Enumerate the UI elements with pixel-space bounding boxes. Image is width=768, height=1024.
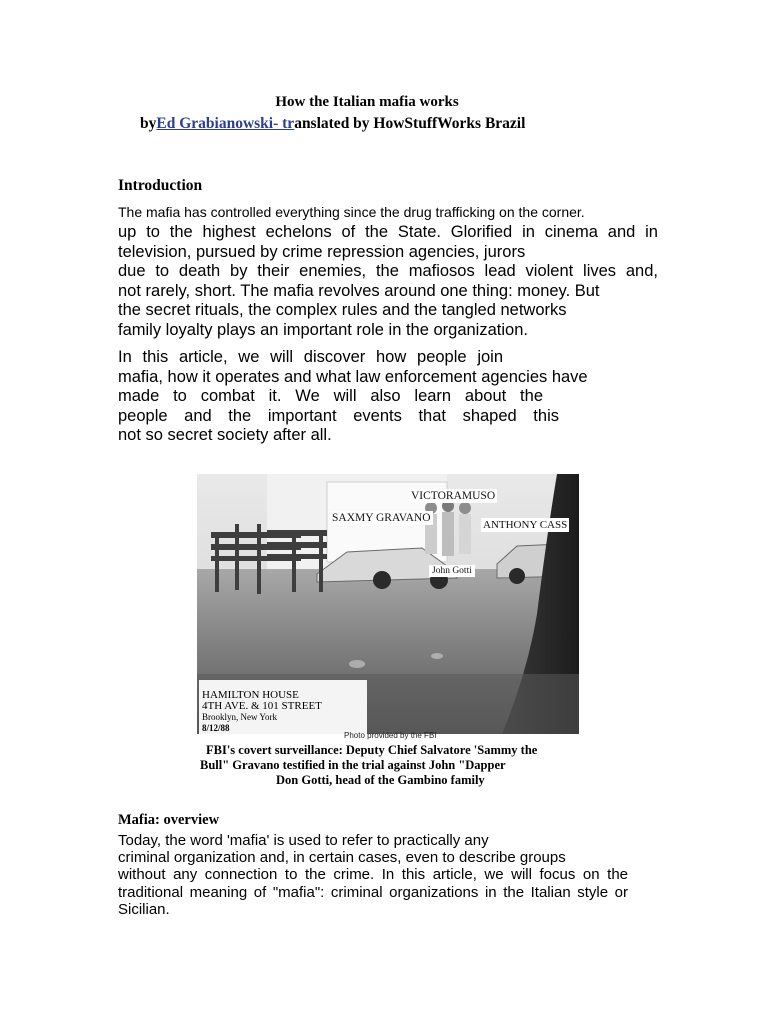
mafia-overview-paragraph bbox=[118, 832, 628, 918]
caption-line: FBI's covert surveillance: Deputy Chief Salvatore 'Sammy the bbox=[206, 743, 538, 757]
location-stamp bbox=[199, 680, 367, 734]
location-line-1: HAMILTON HOUSE bbox=[202, 689, 299, 701]
paragraph-line: traditional meaning of "mafia": criminal organizations in the Italian style or bbox=[118, 883, 628, 901]
label-sammy: SAXMY GRAVANO bbox=[332, 512, 431, 524]
article-title: How the Italian mafia works bbox=[275, 94, 459, 110]
caption-line: Don Gotti, head of the Gambino family bbox=[276, 773, 485, 787]
paragraph-line: people and the important events that shaped this bbox=[118, 406, 559, 425]
caption-line: Bull" Gravano testified in the trial against John "Dapper bbox=[200, 758, 506, 772]
paragraph-line: television, pursued by crime repression agencies, jurors bbox=[118, 242, 526, 261]
introduction-heading: Introduction bbox=[118, 177, 203, 194]
paragraph-line: made to combat it. We will also learn about the bbox=[118, 387, 543, 405]
paragraph-line: Today, the word 'mafia' is used to refer to practically any bbox=[118, 832, 489, 849]
author-link[interactable]: Ed Grabianowski- tr bbox=[156, 115, 295, 132]
mafia-overview-heading: Mafia: overview bbox=[118, 812, 220, 828]
paragraph-line: criminal organization and, in certain cases, even to describe groups bbox=[118, 849, 566, 867]
paragraph-line: without any connection to the crime. In this article, we will focus on the bbox=[118, 866, 628, 884]
paragraph-line: In this article, we will discover how people join bbox=[118, 348, 503, 366]
intro-first-line: The mafia has controlled everything since the drug trafficking on the corner. bbox=[118, 204, 585, 220]
paragraph-line: up to the highest echelons of the State. Glorified in cinema and in bbox=[118, 223, 658, 241]
paragraph-line: family loyalty plays an important role in the organization. bbox=[118, 320, 528, 339]
intro-paragraph-2 bbox=[118, 348, 632, 446]
paragraph-line: the secret rituals, the complex rules and the tangled networks bbox=[118, 301, 567, 319]
location-line-3: Brooklyn, New York bbox=[202, 712, 278, 722]
paragraph-line: Sicilian. bbox=[118, 900, 170, 918]
intro-paragraph-1 bbox=[118, 223, 658, 340]
byline-prefix: by bbox=[140, 115, 157, 132]
byline-suffix: anslated by HowStuffWorks Brazil bbox=[294, 115, 526, 132]
label-gotti: John Gotti bbox=[429, 565, 475, 577]
paragraph-line: due to death by their enemies, the mafiosos lead violent lives and, bbox=[118, 262, 658, 280]
photo-credit: Photo provided by the FBI bbox=[344, 731, 437, 740]
byline bbox=[140, 115, 525, 133]
photo-date: 8/12/88 bbox=[202, 723, 230, 733]
label-victor: VICTORAMUSO bbox=[411, 490, 496, 502]
paragraph-line: not so secret society after all. bbox=[118, 426, 332, 444]
photo-caption bbox=[190, 743, 560, 788]
label-anthony: ANTHONY CASS bbox=[483, 519, 568, 531]
location-line-2: 4TH AVE. & 101 STREET bbox=[202, 700, 322, 712]
paragraph-line: not rarely, short. The mafia revolves around one thing: money. But bbox=[118, 281, 600, 300]
surveillance-photo bbox=[197, 474, 579, 734]
paragraph-line: mafia, how it operates and what law enforcement agencies have bbox=[118, 367, 588, 386]
